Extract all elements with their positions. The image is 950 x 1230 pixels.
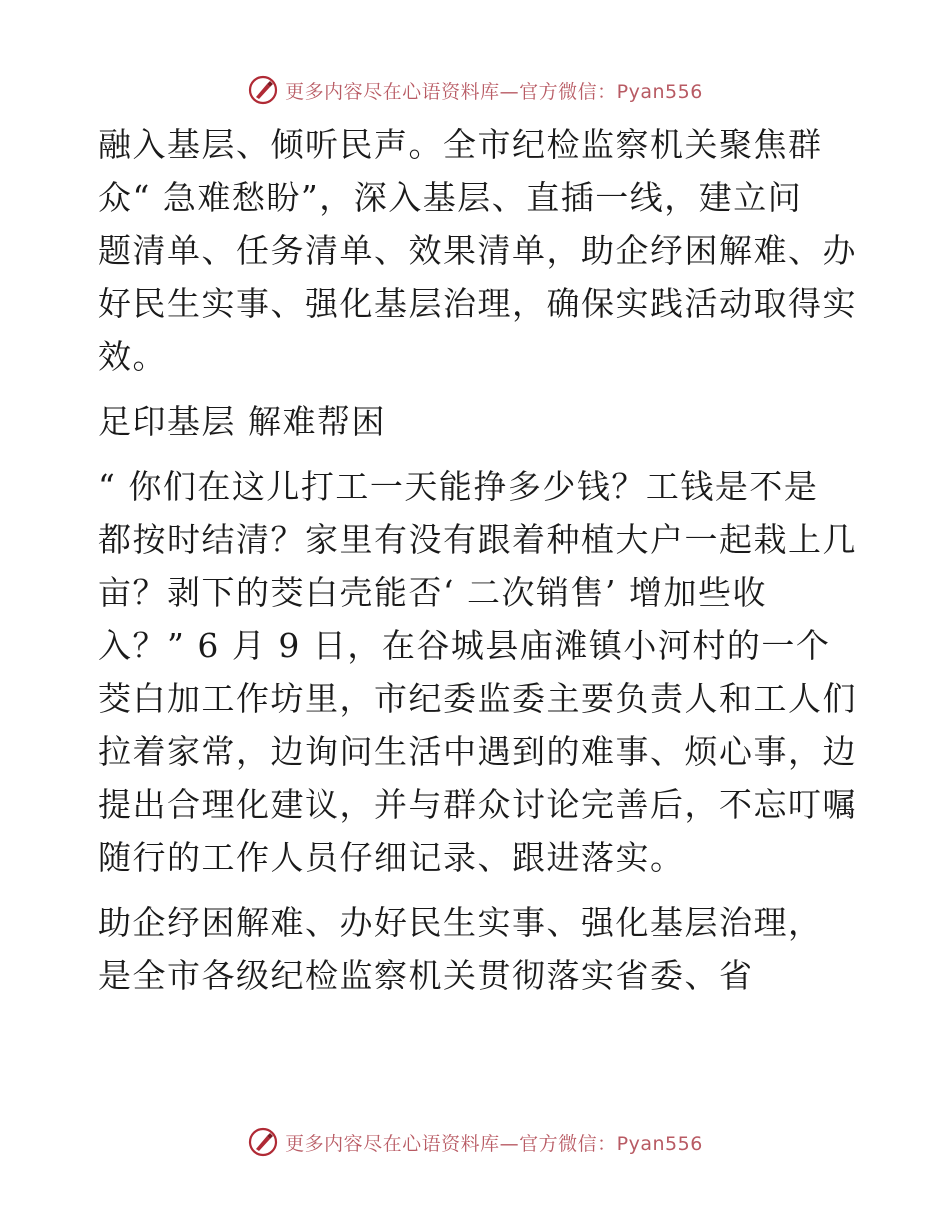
subheading-text: 足印基层 解难帮困 bbox=[98, 402, 386, 441]
watermark-text: 更多内容尽在心语资料库—官方微信：Pyan556 bbox=[285, 80, 703, 103]
paragraph-intro bbox=[98, 118, 858, 383]
header-watermark bbox=[0, 70, 950, 110]
footer-watermark bbox=[0, 1122, 950, 1162]
paragraph-summary bbox=[98, 896, 858, 1002]
text-line: 融入基层、倾听民声。全市纪检监察机关聚焦群 bbox=[98, 125, 823, 164]
pen-logo-icon bbox=[247, 1126, 279, 1158]
text-line: “ 你们在这儿打工一天能挣多少钱？工钱是不是 bbox=[98, 467, 819, 506]
text-line: 提出合理化建议，并与群众讨论完善后，不忘叮嘱 bbox=[98, 785, 857, 824]
paragraph-interview bbox=[98, 460, 858, 884]
document-body bbox=[98, 118, 858, 1002]
text-line: 效。 bbox=[98, 337, 167, 376]
text-line: 好民生实事、强化基层治理，确保实践活动取得实 bbox=[98, 284, 857, 323]
section-subheading bbox=[98, 395, 858, 448]
text-line: 入？” 6 月 9 日，在谷城县庙滩镇小河村的一个 bbox=[98, 626, 831, 665]
text-line: 众“ 急难愁盼”，深入基层、直插一线，建立问 bbox=[98, 178, 803, 217]
text-line: 题清单、任务清单、效果清单，助企纾困解难、办 bbox=[98, 231, 857, 270]
text-line: 茭白加工作坊里，市纪委监委主要负责人和工人们 bbox=[98, 679, 857, 718]
text-line: 助企纾困解难、办好民生实事、强化基层治理， bbox=[98, 903, 823, 942]
text-line: 随行的工作人员仔细记录、跟进落实。 bbox=[98, 838, 685, 877]
text-line: 拉着家常，边询问生活中遇到的难事、烦心事，边 bbox=[98, 732, 857, 771]
text-line: 是全市各级纪检监察机关贯彻落实省委、省 bbox=[98, 956, 754, 995]
pen-logo-icon bbox=[247, 74, 279, 106]
watermark-text: 更多内容尽在心语资料库—官方微信：Pyan556 bbox=[285, 1132, 703, 1155]
text-line: 亩？剥下的茭白壳能否‘ 二次销售’ 增加些收 bbox=[98, 573, 767, 612]
text-line: 都按时结清？家里有没有跟着种植大户一起栽上几 bbox=[98, 520, 857, 559]
